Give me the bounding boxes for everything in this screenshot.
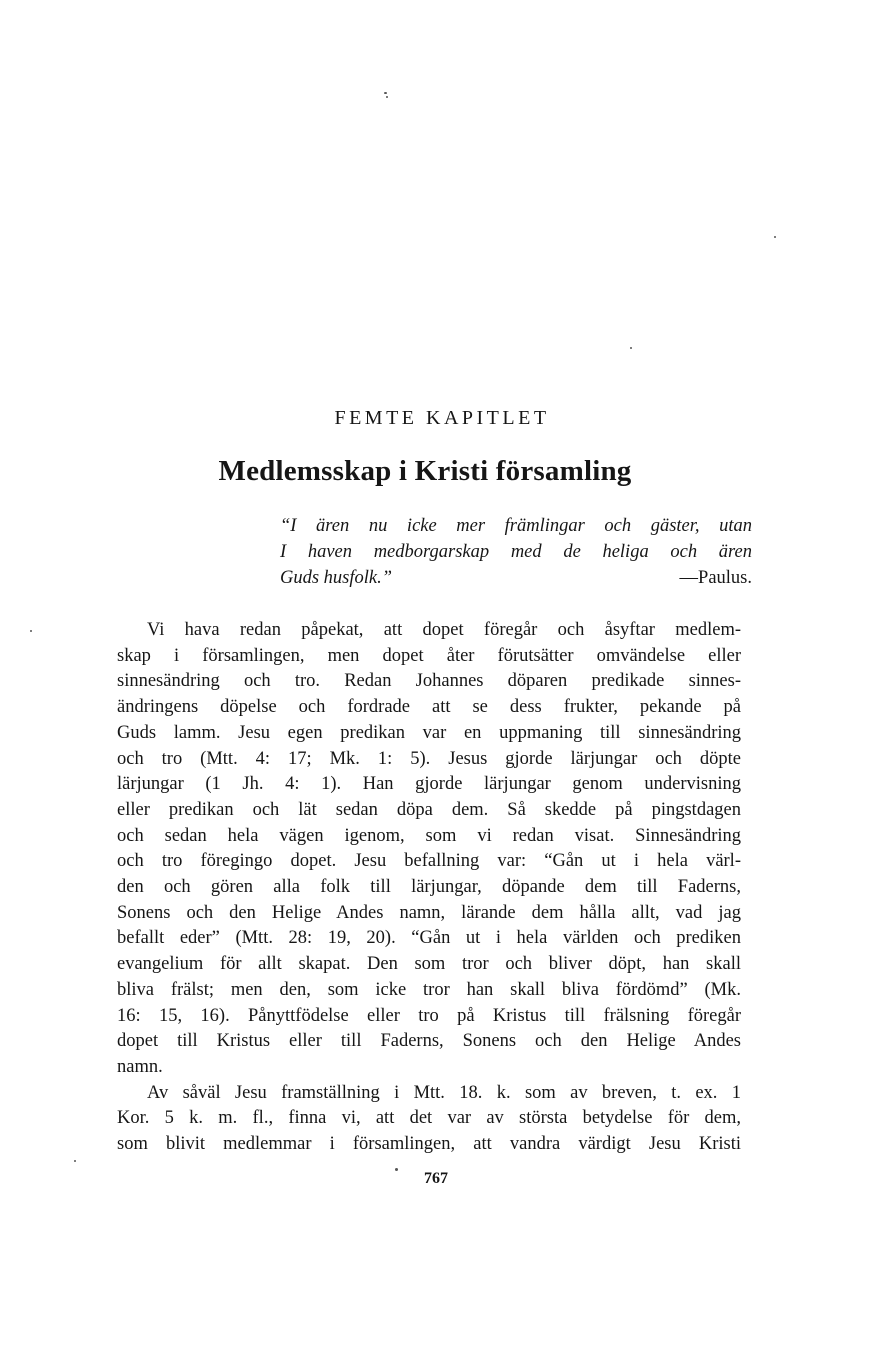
body-line: Sonens och den Helige Andes namn, lärande dem hålla allt, vad jag <box>117 902 741 923</box>
epigraph-last-line <box>280 565 752 591</box>
body-text <box>117 618 741 1158</box>
scan-speck <box>386 96 388 98</box>
body-line: evangelium för allt skapat. Den som tror och bliver döpt, han skall <box>117 954 741 975</box>
page-number: 767 <box>424 1170 448 1187</box>
body-line: bliva frälst; men den, som icke tror han skall bliva fördömd” (Mk. <box>117 979 741 1000</box>
epigraph <box>280 513 752 591</box>
body-line: Guds lamm. Jesu egen predikan var en uppmaning till sinnesändring <box>117 722 741 743</box>
body-line: 16: 15, 16). Pånyttfödelse eller tro på Kristus till frälsning föregår <box>117 1005 741 1026</box>
scan-speck <box>30 630 32 632</box>
body-line: och tro föregingo dopet. Jesu befallning var: “Gån ut i hela värl- <box>117 851 741 872</box>
scan-speck <box>74 1160 76 1162</box>
scan-speck <box>774 236 776 238</box>
body-line: den och gören alla folk till lärjungar, döpande dem till Faderns, <box>117 877 741 898</box>
epigraph-line: I haven medborgarskap med de heliga och ären <box>280 542 752 562</box>
scan-speck <box>630 347 632 349</box>
body-line: lärjungar (1 Jh. 4: 1). Han gjorde lärjungar genom undervisning <box>117 774 741 795</box>
scan-speck <box>384 92 387 94</box>
body-line: Av såväl Jesu framställning i Mtt. 18. k. som av breven, t. ex. 1 <box>147 1082 741 1103</box>
body-line: Vi hava redan påpekat, att dopet föregår och åsyftar medlem- <box>147 620 741 640</box>
epigraph-attribution: —Paulus. <box>679 568 752 588</box>
body-line: namn. <box>117 1056 163 1077</box>
body-line: Kor. 5 k. m. fl., finna vi, att det var av största betydelse för dem, <box>117 1108 741 1129</box>
body-line: som blivit medlemmar i församlingen, att vandra värdigt Jesu Kristi <box>117 1134 741 1155</box>
body-line: befallt eder” (Mtt. 28: 19, 20). “Gån ut i hela världen och prediken <box>117 928 741 949</box>
body-line: sinnesändring och tro. Redan Johannes döparen predikade sinnes- <box>117 671 741 692</box>
chapter-label: FEMTE KAPITLET <box>334 407 550 429</box>
body-line: och tro (Mtt. 4: 17; Mk. 1: 5). Jesus gjorde lärjungar och döpte <box>117 748 741 769</box>
body-line: skap i församlingen, men dopet åter förutsätter omvändelse eller <box>117 645 741 666</box>
body-line: ändringens döpelse och fordrade att se dess frukter, pekande på <box>117 697 741 718</box>
body-line: och sedan hela vägen igenom, som vi redan visat. Sinnesändring <box>117 825 741 846</box>
epigraph-line: “I ären nu icke mer främlingar och gäster, utan <box>280 516 752 536</box>
body-line: dopet till Kristus eller till Faderns, Sonens och den Helige Andes <box>117 1031 741 1052</box>
epigraph-line: Guds husfolk.” <box>280 568 393 588</box>
body-line: eller predikan och lät sedan döpa dem. Så skedde på pingstdagen <box>117 799 741 820</box>
chapter-title: Medlemsskap i Kristi församling <box>218 455 632 487</box>
